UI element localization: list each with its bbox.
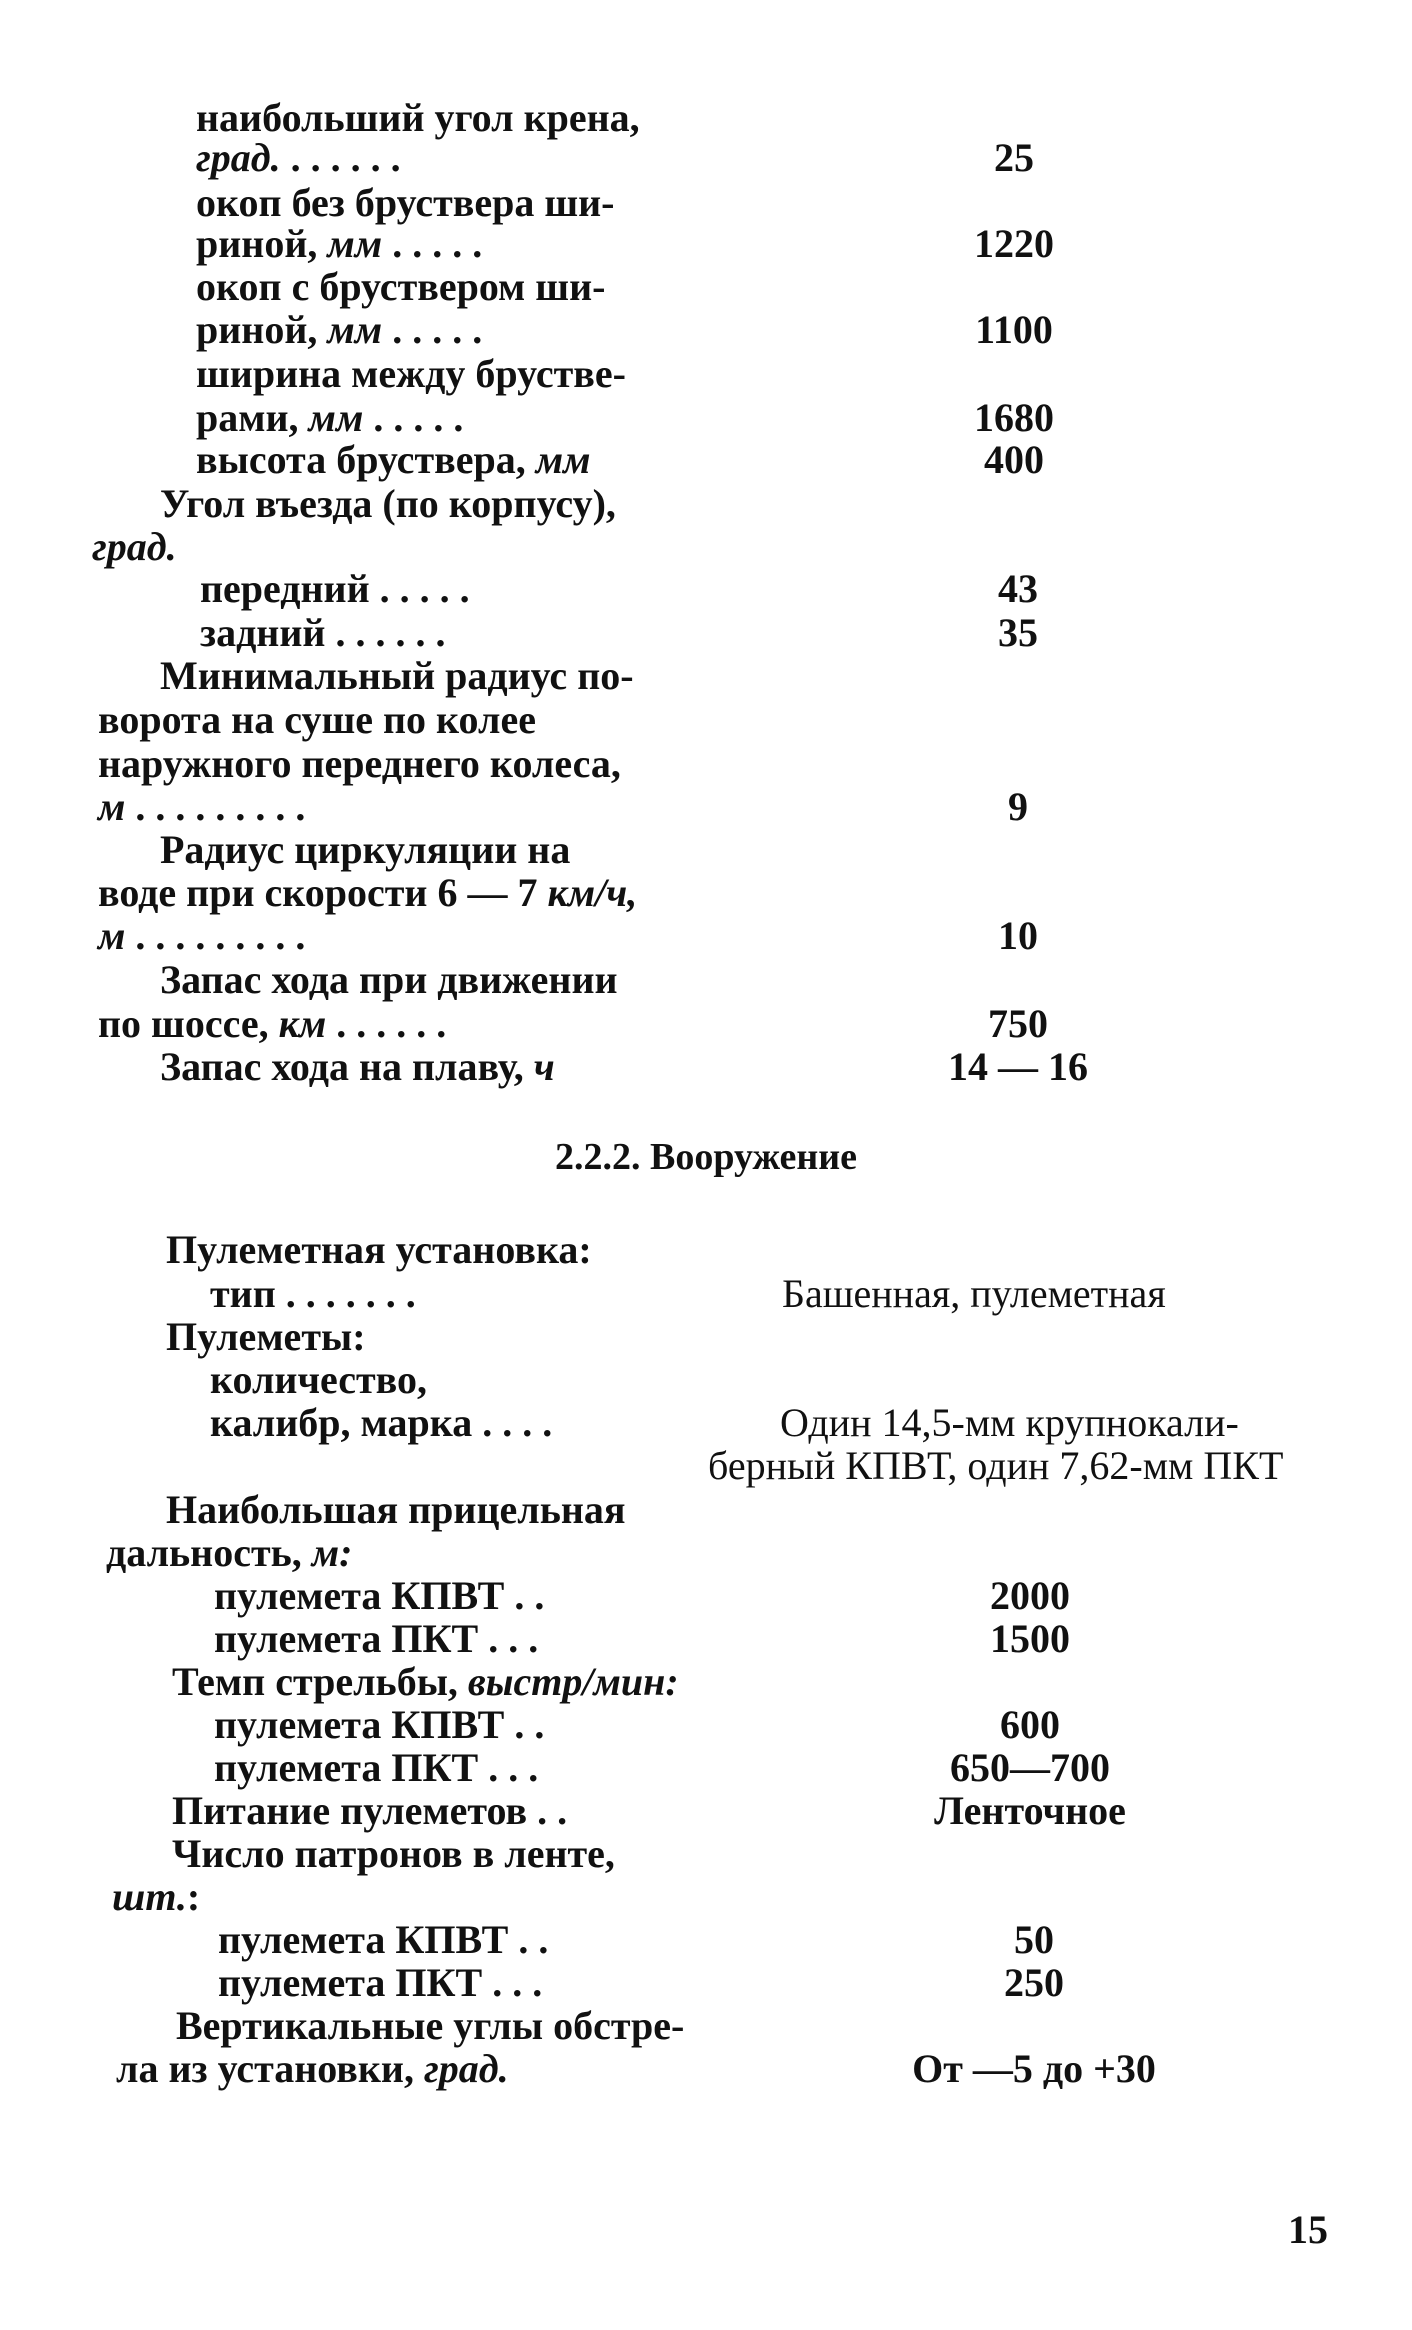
value: 650—700	[950, 1745, 1110, 1790]
value: 10	[998, 913, 1038, 958]
text-line: Запас хода на плаву, ч	[160, 1044, 555, 1089]
text-line: пулемета КПВТ . .	[214, 1573, 545, 1618]
text-line: Пулеметы:	[166, 1314, 366, 1359]
value: 1220	[974, 221, 1054, 266]
text-line: Число патронов в ленте,	[172, 1831, 615, 1876]
text-line: пулемета ПКТ . . .	[214, 1745, 539, 1790]
text-line: м . . . . . . . . .	[98, 784, 306, 829]
text-line: тип . . . . . . .	[210, 1271, 416, 1316]
text-line: пулемета ПКТ . . .	[218, 1960, 543, 2005]
text-line: Темп стрельбы, выстр/мин:	[172, 1659, 679, 1704]
value: 1500	[990, 1616, 1070, 1661]
text-line: высота бруствера, мм	[196, 437, 591, 482]
value: 50	[1014, 1917, 1054, 1962]
text-line: Вертикальные углы обстре-	[176, 2003, 685, 2048]
value: берный КПВТ, один 7,62-мм ПКТ	[708, 1443, 1284, 1488]
text-line: град.	[92, 524, 177, 569]
value: 1100	[975, 307, 1053, 352]
text-line: наибольший угол крена,	[196, 95, 640, 140]
value: Башенная, пулеметная	[782, 1271, 1166, 1316]
value: 600	[1000, 1702, 1060, 1747]
text-line: пулемета КПВТ . .	[214, 1702, 545, 1747]
text-line: пулемета КПВТ . .	[218, 1917, 549, 1962]
value: 43	[998, 566, 1038, 611]
value: 2000	[990, 1573, 1070, 1618]
text-line: риной, мм . . . . .	[196, 307, 483, 352]
text-line: град. . . . . . .	[196, 135, 401, 180]
text-line: риной, мм . . . . .	[196, 221, 483, 266]
value: Один 14,5-мм крупнокали-	[780, 1400, 1239, 1445]
value: 750	[988, 1001, 1048, 1046]
text-line: рами, мм . . . . .	[196, 395, 464, 440]
text-line: м . . . . . . . . .	[98, 913, 306, 958]
text-line: Наибольшая прицельная	[166, 1487, 626, 1532]
text-line: окоп с бруствером ши-	[196, 264, 606, 309]
text-line: Минимальный радиус по-	[160, 653, 634, 698]
text-line: Запас хода при движении	[160, 957, 618, 1002]
text-line: количество,	[210, 1357, 428, 1402]
text-line: по шоссе, км . . . . . .	[98, 1001, 447, 1046]
value: 1680	[974, 395, 1054, 440]
text-line: дальность, м:	[106, 1530, 353, 1575]
value: Ленточное	[934, 1788, 1126, 1833]
text-line: наружного переднего колеса,	[98, 741, 621, 786]
text-line: ширина между брустве-	[196, 351, 626, 396]
value: 35	[998, 610, 1038, 655]
text-line: окоп без бруствера ши-	[196, 180, 615, 225]
text-line: калибр, марка . . . .	[210, 1400, 553, 1445]
text-line: шт.:	[112, 1874, 201, 1919]
text-line: ворота на суше по колее	[98, 697, 536, 742]
text-line: передний . . . . .	[200, 566, 470, 611]
text-line: Угол въезда (по корпусу),	[160, 481, 616, 526]
page-number: 15	[1288, 2207, 1328, 2252]
value: 250	[1004, 1960, 1064, 2005]
text-line: Питание пулеметов . .	[172, 1788, 568, 1833]
value: 9	[1008, 784, 1028, 829]
value: От —5 до +30	[912, 2046, 1156, 2091]
text-line: задний . . . . . .	[200, 610, 446, 655]
text-line: ла из установки, град.	[116, 2046, 509, 2091]
value: 14 — 16	[948, 1044, 1088, 1089]
value: 25	[994, 135, 1034, 180]
text-line: воде при скорости 6 — 7 км/ч,	[98, 870, 638, 915]
value: 400	[984, 437, 1044, 482]
text-line: пулемета ПКТ . . .	[214, 1616, 539, 1661]
text-line: Пулеметная установка:	[166, 1227, 592, 1272]
section-heading: 2.2.2. Вооружение	[554, 1136, 858, 1178]
text-line: Радиус циркуляции на	[160, 827, 571, 872]
